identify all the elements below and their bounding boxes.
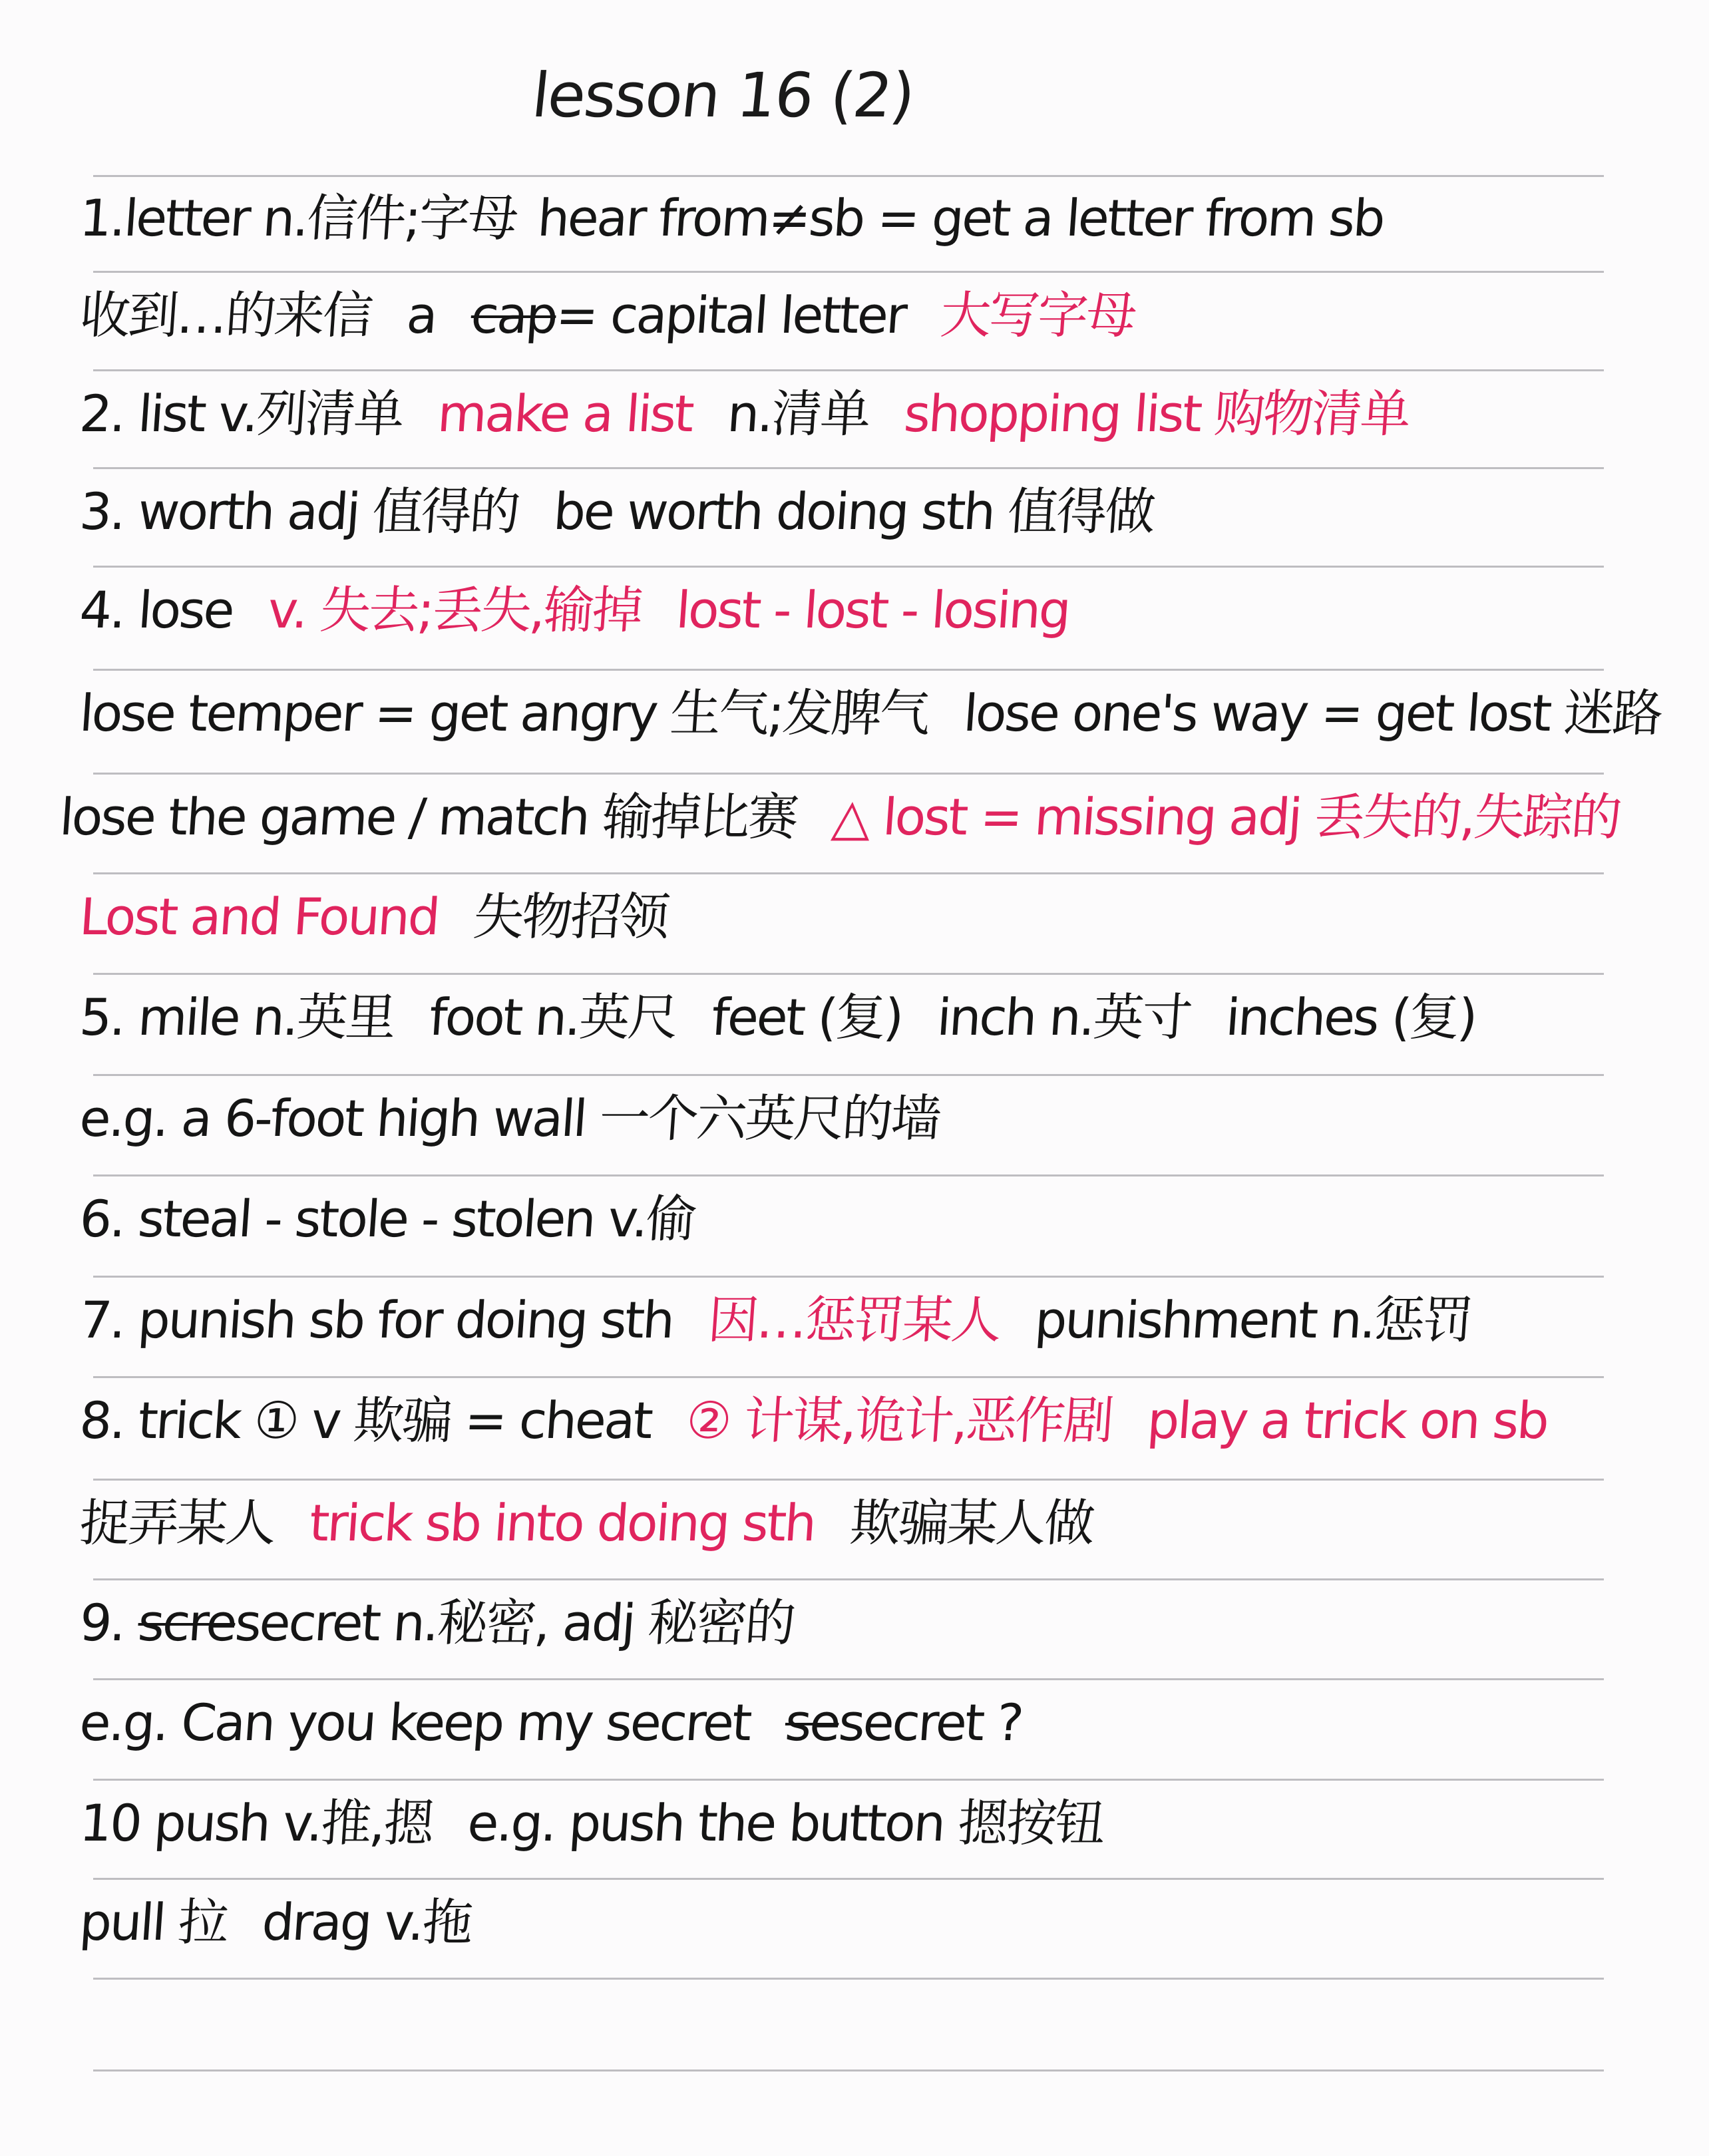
note-segment: lose temper = get angry 生气;发脾气 (77, 683, 931, 743)
note-segment: 5. mile n.英里 (77, 988, 397, 1047)
note-segment-highlight: v. 失去;丢失,输掉 (266, 580, 644, 639)
ruled-line (93, 1276, 1604, 1278)
note-segment: = capital letter (554, 285, 908, 345)
note-line-7 (57, 787, 1644, 846)
ruled-line (93, 1779, 1604, 1781)
note-segment: secret n.秘密, adj 秘密的 (233, 1593, 796, 1652)
note-segment-highlight: ② 计谋,诡计,恶作剧 (684, 1391, 1115, 1450)
note-segment: 9. (77, 1593, 126, 1652)
note-segment: pull 拉 (77, 1892, 229, 1952)
note-segment-highlight: trick sb into doing sth (307, 1493, 817, 1552)
note-line-9 (77, 988, 1644, 1047)
note-segment: be worth doing sth 值得做 (551, 482, 1156, 541)
note-segment-highlight: Lost and Found (77, 887, 441, 946)
ruled-line (93, 1878, 1604, 1880)
note-segment: ≠ (766, 188, 811, 248)
ruled-line (93, 773, 1604, 775)
ruled-line (93, 2069, 1604, 2071)
note-line-17 (77, 1793, 1644, 1853)
crossed-out-text: scre (136, 1593, 238, 1652)
note-line-10 (77, 1089, 1644, 1148)
note-line-8 (77, 887, 1644, 946)
note-segment-highlight: 大写字母 (938, 285, 1137, 345)
note-line-3 (77, 384, 1644, 443)
note-segment-highlight: lost - lost - losing (674, 580, 1071, 639)
ruled-line (93, 973, 1604, 975)
note-segment: inches (复) (1224, 988, 1478, 1047)
note-line-15 (77, 1593, 1644, 1652)
crossed-out-text: cap (469, 285, 558, 345)
ruled-line (93, 1174, 1604, 1176)
note-line-13 (77, 1391, 1644, 1450)
note-segment: inch n.英寸 (935, 988, 1193, 1047)
ruled-line (93, 369, 1604, 371)
ruled-line (93, 1376, 1604, 1378)
ruled-line (93, 1678, 1604, 1680)
note-line-5 (77, 580, 1644, 639)
note-segment: hear from (536, 188, 771, 248)
note-segment: 收到…的来信 (77, 285, 374, 345)
note-segment: lose the game / match 输掉比赛 (57, 787, 799, 846)
ruled-line (93, 1074, 1604, 1076)
note-segment: 3. worth adj 值得的 (77, 482, 520, 541)
note-line-2 (77, 285, 1644, 345)
note-segment: 4. lose (77, 580, 235, 639)
ruled-line (93, 1978, 1604, 1980)
note-segment: lose one's way = get lost 迷路 (961, 683, 1664, 743)
note-segment: feet (复) (709, 988, 904, 1047)
page-title: lesson 16 (2) (528, 60, 918, 131)
note-segment-highlight: play a trick on sb (1145, 1391, 1549, 1450)
note-line-4 (77, 482, 1644, 541)
note-segment: drag v.拖 (260, 1892, 473, 1952)
note-segment: 6. steal - stole - stolen v.偷 (77, 1189, 697, 1248)
note-segment: 8. trick ① v 欺骗 = cheat (77, 1391, 654, 1450)
note-segment: a (405, 285, 438, 345)
ruled-line (93, 872, 1604, 874)
ruled-line (93, 467, 1604, 469)
note-segment: 7. punish sb for doing sth (77, 1290, 675, 1349)
note-segment-highlight: 因…惩罚某人 (706, 1290, 1002, 1349)
note-segment: punishment n.惩罚 (1033, 1290, 1474, 1349)
note-segment: 失物招领 (471, 887, 670, 946)
note-segment-highlight: △ lost = missing adj 丢失的,失踪的 (830, 787, 1622, 846)
note-line-1 (77, 188, 1644, 248)
note-line-14 (77, 1493, 1644, 1552)
ruled-line (93, 566, 1604, 568)
note-segment: foot n.英尺 (427, 988, 679, 1047)
note-line-18 (77, 1892, 1644, 1952)
note-line-6 (77, 683, 1664, 743)
note-segment: secret ? (837, 1693, 1024, 1752)
note-segment: 2. list v.列清单 (77, 384, 405, 443)
note-segment: 1.letter n.信件;字母 (77, 188, 519, 248)
ruled-line (93, 669, 1604, 671)
ruled-line (93, 271, 1604, 273)
note-segment: n.清单 (725, 384, 871, 443)
note-segment: e.g. Can you keep my secret (77, 1693, 753, 1752)
note-segment: sb = get a letter from sb (807, 188, 1386, 248)
note-segment: 欺骗某人做 (848, 1493, 1095, 1552)
crossed-out-text: se (783, 1693, 841, 1752)
note-segment: e.g. a 6-foot high wall 一个六英尺的墙 (77, 1089, 942, 1148)
note-segment: 捉弄某人 (77, 1493, 277, 1552)
note-segment-highlight: make a list (435, 384, 695, 443)
note-line-12 (77, 1290, 1644, 1349)
ruled-line (93, 1578, 1604, 1580)
note-line-16 (77, 1693, 1644, 1752)
note-segment-highlight: shopping list 购物清单 (902, 384, 1412, 443)
note-segment: e.g. push the button 摁按钮 (465, 1793, 1106, 1853)
note-line-11 (77, 1189, 1644, 1248)
ruled-line (93, 1479, 1604, 1481)
ruled-line (93, 175, 1604, 177)
note-segment: 10 push v.推,摁 (77, 1793, 435, 1853)
